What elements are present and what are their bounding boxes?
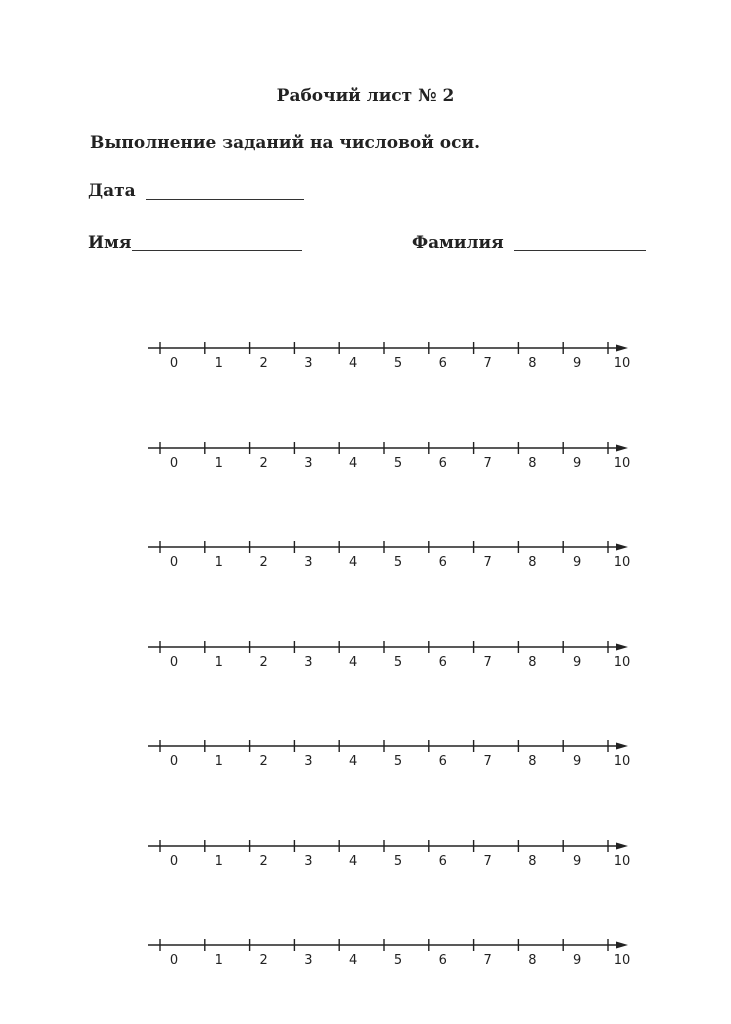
- tick-label: 3: [304, 356, 313, 371]
- tick-label: 1: [214, 655, 223, 670]
- tick-label: 4: [349, 854, 358, 869]
- tick-label: 2: [259, 356, 268, 371]
- tick-label: 5: [393, 754, 403, 769]
- tick-label: 4: [349, 754, 358, 769]
- tick-label: 2: [259, 456, 268, 471]
- tick-label: 7: [483, 356, 492, 371]
- tick-label: 9: [573, 555, 582, 570]
- tick-label: 9: [573, 953, 582, 968]
- tick-label: 4: [349, 655, 358, 670]
- tick-label: 2: [259, 655, 268, 670]
- tick-label: 2: [259, 854, 268, 869]
- tick-label: 7: [483, 655, 492, 670]
- tick-label: 1: [214, 555, 223, 570]
- tick-label: 9: [573, 356, 582, 371]
- arrow-icon: [616, 743, 628, 750]
- tick-label: 8: [528, 456, 537, 471]
- arrow-icon: [616, 345, 628, 352]
- tick-label: 6: [438, 456, 447, 471]
- tick-label: 1: [214, 953, 223, 968]
- tick-label: 8: [528, 953, 537, 968]
- tick-label: 7: [483, 953, 492, 968]
- tick-label: 5: [393, 456, 403, 471]
- tick-label: 9: [573, 754, 582, 769]
- tick-label: 3: [304, 953, 313, 968]
- tick-label: 6: [438, 356, 447, 371]
- tick-label: 0: [169, 655, 179, 670]
- tick-label: 4: [349, 456, 358, 471]
- tick-label: 1: [214, 456, 223, 471]
- tick-label: 6: [438, 655, 447, 670]
- name-label: Имя: [88, 233, 132, 253]
- tick-label: 7: [483, 854, 492, 869]
- tick-label: 8: [528, 555, 537, 570]
- tick-label: 7: [483, 456, 492, 471]
- tick-label: 1: [214, 754, 223, 769]
- tick-label: 2: [259, 555, 268, 570]
- tick-label: 6: [438, 754, 447, 769]
- tick-label: 3: [304, 456, 313, 471]
- tick-label: 10: [613, 754, 631, 769]
- number-line: [148, 840, 630, 869]
- surname-label: Фамилия: [412, 233, 504, 253]
- arrow-icon: [616, 843, 628, 850]
- number-line: [148, 740, 630, 769]
- tick-label: 0: [169, 456, 179, 471]
- number-line: [148, 939, 630, 968]
- number-line: [148, 342, 630, 371]
- tick-label: 1: [214, 854, 223, 869]
- tick-label: 4: [349, 356, 358, 371]
- tick-label: 10: [613, 655, 631, 670]
- tick-label: 4: [349, 555, 358, 570]
- tick-label: 4: [349, 953, 358, 968]
- number-line: [148, 442, 630, 471]
- tick-label: 10: [613, 953, 631, 968]
- tick-label: 9: [573, 854, 582, 869]
- tick-label: 5: [393, 655, 403, 670]
- tick-label: 8: [528, 356, 537, 371]
- tick-label: 2: [259, 953, 268, 968]
- tick-label: 3: [304, 754, 313, 769]
- tick-label: 9: [573, 655, 582, 670]
- arrow-icon: [616, 544, 628, 551]
- tick-label: 0: [169, 754, 179, 769]
- tick-label: 5: [393, 356, 403, 371]
- tick-label: 8: [528, 754, 537, 769]
- tick-label: 5: [393, 953, 403, 968]
- tick-label: 0: [169, 555, 179, 570]
- number-line: [148, 641, 630, 670]
- arrow-icon: [616, 644, 628, 651]
- tick-label: 5: [393, 555, 403, 570]
- worksheet-title: Рабочий лист № 2: [276, 86, 455, 106]
- tick-label: 5: [393, 854, 403, 869]
- worksheet-subtitle: Выполнение заданий на числовой оси.: [90, 133, 481, 153]
- tick-label: 7: [483, 754, 492, 769]
- tick-label: 8: [528, 655, 537, 670]
- tick-label: 6: [438, 555, 447, 570]
- tick-label: 3: [304, 854, 313, 869]
- tick-label: 3: [304, 655, 313, 670]
- number-line: [148, 541, 630, 570]
- tick-label: 6: [438, 953, 447, 968]
- tick-label: 9: [573, 456, 582, 471]
- tick-label: 2: [259, 754, 268, 769]
- tick-label: 3: [304, 555, 313, 570]
- tick-label: 0: [169, 953, 179, 968]
- arrow-icon: [616, 445, 628, 452]
- tick-label: 10: [613, 356, 631, 371]
- tick-label: 10: [613, 555, 631, 570]
- tick-label: 10: [613, 854, 631, 869]
- tick-label: 10: [613, 456, 631, 471]
- tick-label: 1: [214, 356, 223, 371]
- tick-label: 0: [169, 356, 179, 371]
- tick-label: 7: [483, 555, 492, 570]
- tick-label: 0: [169, 854, 179, 869]
- tick-label: 6: [438, 854, 447, 869]
- tick-label: 8: [528, 854, 537, 869]
- arrow-icon: [616, 942, 628, 949]
- date-label: Дата: [88, 181, 136, 201]
